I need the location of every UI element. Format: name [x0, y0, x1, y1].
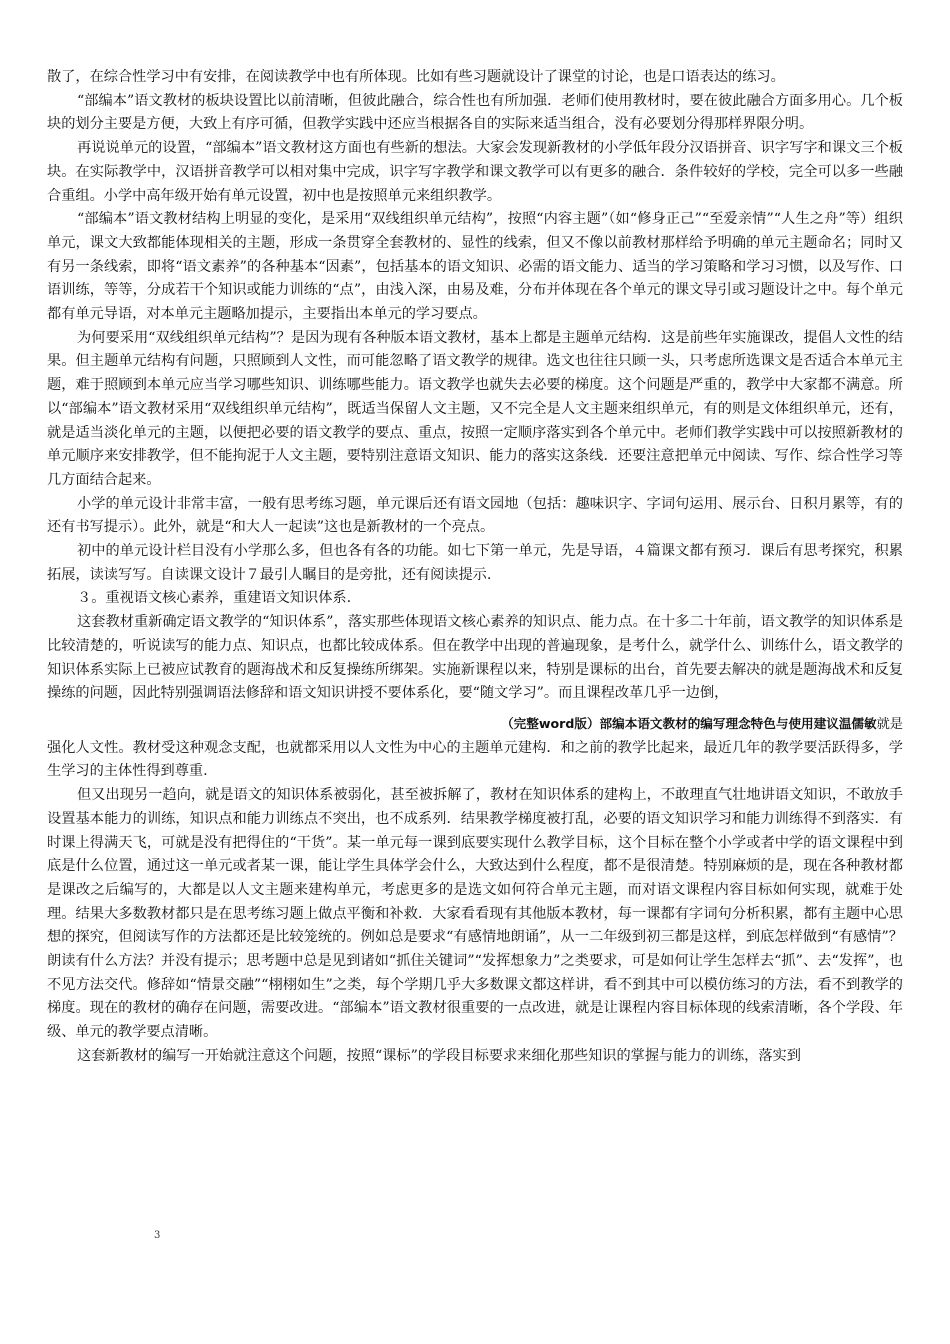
section-heading: ３。重视语文核心素养，重建语文知识体系. — [77, 590, 352, 607]
paragraph-9: 强化人文性。教材受这种观念支配，也就都采用以人文性为中心的主题单元建构．和之前的教学比起来，最近几年的教学要活跃得多，学生学习的主体性得到尊重. — [47, 739, 903, 780]
header-tail-text: 就是 — [876, 716, 903, 732]
body-text — [47, 66, 903, 1069]
paragraph-4: “部编本”语文教材结构上明显的变化，是采用“双线组织单元结构”，按照“内容主题”（如“修身正己”“至爱亲情”“人生之舟”等）组织单元，课文大致都能体现相关的主题，形成一条贯穿全套教材的、显性的线索，但又不像以前教材那样给予明确的单元主题命名；同时又有另一条线索，即将“语文素养”的各种基本“因素”，包括基本的语文知识、必需的语文能力、适当的学习策略和学习习惯，以及写作、口语训练，等等，分成若干个知识或能力训练的“点”，由浅入深，由易及难，分布并体现在各个单元的课文导引或习题设计之中。每个单元都有单元导语，对本单元主题略加提示，主要指出本单元的学习要点。 — [47, 211, 903, 323]
running-header — [47, 712, 903, 737]
paragraph-11: 这套新教材的编写一开始就注意这个问题，按照“课标”的学段目标要求来细化那些知识的掌握与能力的训练，落实到 — [77, 1047, 801, 1064]
paragraph-8: 这套教材重新确定语文教学的“知识体系”，落实那些体现语文核心素养的知识点、能力点。在十多二十年前，语文教学的知识体系是比较清楚的，听说读写的能力点、知识点，也都比较成体系。但在教学中出现的普遍现象，是考什么，就学什么、训练什么，语文教学的知识体系实际上已被应试教育的题海战术和反复操练所绑架。实施新课程以来，特别是课标的出台，首先要去解决的就是题海战术和反复操练的问题，因此特别强调语法修辞和语文知识讲授不要体系化，要“随文学习”。而且课程改革几乎一边倒， — [47, 614, 903, 702]
page-number: 3 — [154, 1230, 161, 1241]
document-title: （完整word版）部编本语文教材的编写理念特色与使用建议温儒敏 — [501, 715, 877, 731]
paragraph-5: 为何要采用“双线组织单元结构”？是因为现有各种版本语文教材，基本上都是主题单元结构．这是前些年实施课改，提倡人文性的结果。但主题单元结构有问题，只照顾到人文性，而可能忽略了语文教学的规律。选文也往往只顾一头，只考虑所选课文是否适合本单元主题，难于照顾到本单元应当学习哪些知识、训练哪些能力。语文教学也就失去必要的梯度。这个问题是严重的，教学中大家都不满意。所以“部编本”语文教材采用“双线组织单元结构”，既适当保留人文主题，又不完全是人文主题来组织单元，有的则是文体组织单元，还有，就是适当淡化单元的主题，以便把必要的语文教学的要点、重点，按照一定顺序落实到各个单元中。老师们教学实践中可以按照新教材的单元顺序来安排教学，但不能拘泥于人文主题，要特别注意语文知识、能力的落实这条线．还要注意把单元中阅读、写作、综合性学习等几方面结合起来。 — [47, 329, 903, 488]
paragraph-6: 小学的单元设计非常丰富，一般有思考练习题，单元课后还有语文园地（包括：趣味识字、字词句运用、展示台、日积月累等，有的还有书写提示）。此外，就是“和大人一起读”这也是新教材的一个亮点。 — [47, 495, 903, 536]
paragraph-3: 再说说单元的设置，“部编本”语文教材这方面也有些新的想法。大家会发现新教材的小学低年段分汉语拼音、识字写字和课文三个板块。在实际教学中，汉语拼音教学可以相对集中完成，识字写字教学和课文教学可以有更多的融合．条件较好的学校，完全可以多一些融合重组。小学中高年级开始有单元设置，初中也是按照单元来组织教学。 — [47, 140, 903, 204]
paragraph-2: “部编本”语文教材的板块设置比以前清晰，但彼此融合，综合性也有所加强．老师们使用教材时，要在彼此融合方面多用心。几个板块的划分主要是方便，大致上有序可循，但教学实践中还应当根据各自的实际来适当组合，没有必要划分得那样界限分明。 — [47, 92, 903, 133]
paragraph-1: 散了，在综合性学习中有安排，在阅读教学中也有所体现。比如有些习题就设计了课堂的讨论，也是口语表达的练习。 — [47, 69, 785, 85]
paragraph-7: 初中的单元设计栏目没有小学那么多，但也各有各的功能。如七下第一单元，先是导语，４篇课文都有预习．课后有思考探究，积累拓展，读读写写。自读课文设计７最引人瞩目的是旁批，还有阅读提示. — [47, 543, 903, 583]
paragraph-10: 但又出现另一趋向，就是语文的知识体系被弱化，甚至被拆解了，教材在知识体系的建构上，不敢理直气壮地讲语文知识，不敢放手设置基本能力的训练，知识点和能力训练点不突出，也不成系列．结果教学梯度被打乱，必要的语文知识学习和能力训练得不到落实．有时课上得满天飞，可就是没有把得住的“干货”。某一单元每一课到底要实现什么教学目标，这个目标在整个小学或者中学的语文课程中到底是什么位置，通过这一单元或者某一课，能让学生具体学会什么，大致达到什么程度，都不是很清楚。特别麻烦的是，现在各种教材都是课改之后编写的，大都是以人文主题来建构单元，考虑更多的是选文如何符合单元主题，而对语文课程内容目标如何实现，就难于处理。结果大多数教材都只是在思考练习题上做点平衡和补救．大家看看现有其他版本教材，每一课都有字词句分析积累，都有主题中心思想的探究，但阅读写作的方法都还是比较笼统的。例如总是要求“有感情地朗诵”，从一二年级到初三都是这样，到底怎样做到“有感情”？朗读有什么方法？并没有提示；思考题中总是见到诸如“抓住关键词”“发挥想象力”之类要求，可是如何让学生怎样去“抓”、去“发挥”，也不见方法交代。修辞如“情景交融”“栩栩如生”之类，每个学期几乎大多数课文都这样讲，看不到其中可以模仿练习的方法，看不到教学的梯度。现在的教材的确存在问题，需要改进。“部编本”语文教材很重要的一点改进，就是让课程内容目标体现的线索清晰，各个学段、年级、单元的教学要点清晰。 — [47, 787, 903, 1041]
